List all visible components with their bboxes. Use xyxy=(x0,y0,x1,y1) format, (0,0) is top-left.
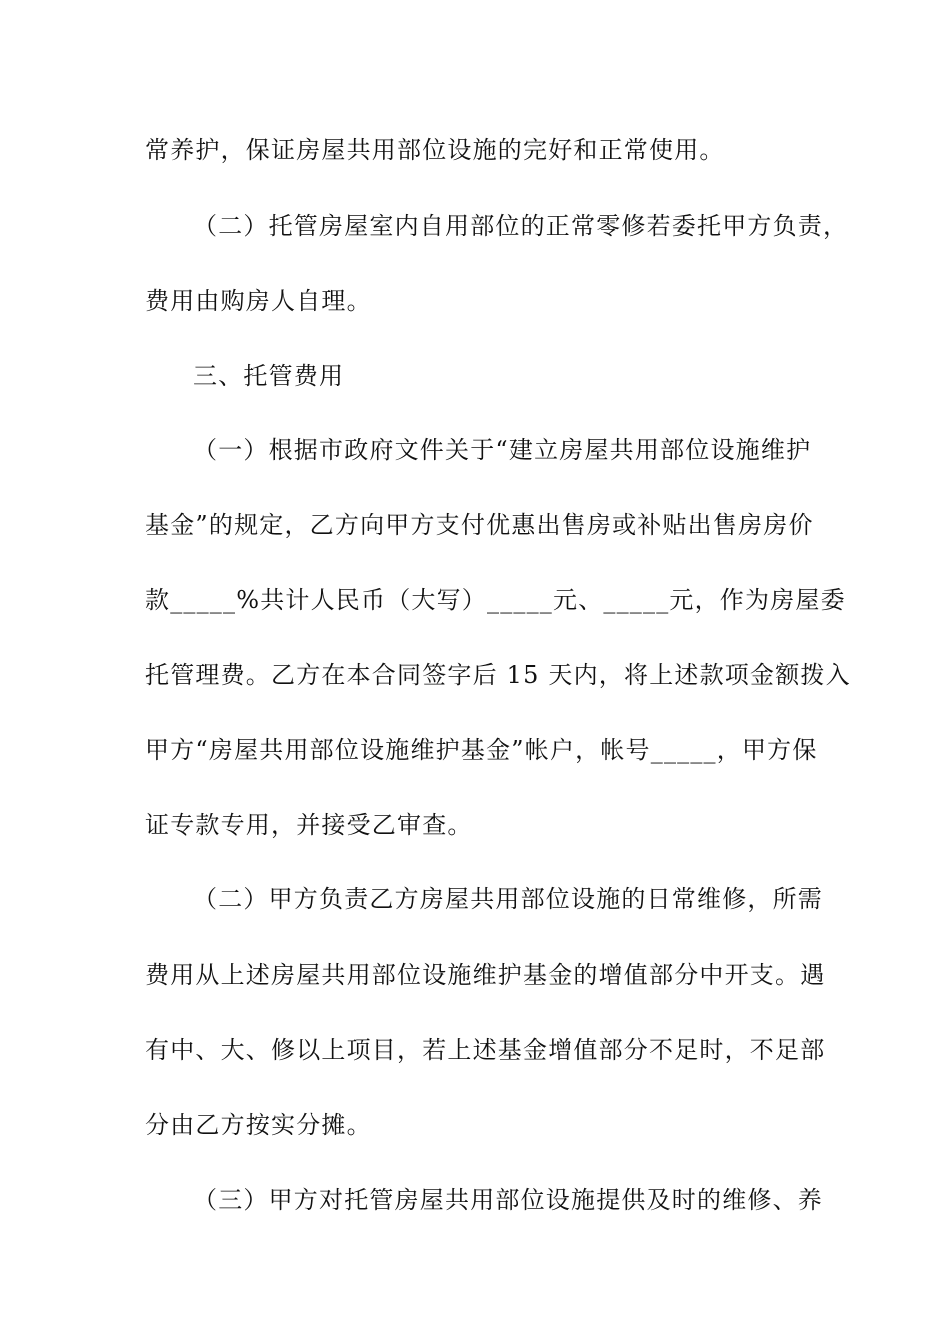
paragraph-line: 甲方“房屋共用部位设施维护基金”帐户，帐号_____，甲方保 xyxy=(145,736,818,764)
paragraph-line: 有中、大、修以上项目，若上述基金增值部分不足时，不足部 xyxy=(145,1036,826,1064)
paragraph-line: 托管理费。乙方在本合同签字后 15 天内，将上述款项金额拨入 xyxy=(145,661,851,689)
paragraph-line: 费用从上述房屋共用部位设施维护基金的增值部分中开支。遇 xyxy=(145,961,826,989)
section-heading: 三、托管费用 xyxy=(193,362,345,390)
paragraph-line: （二）甲方负责乙方房屋共用部位设施的日常维修，所需 xyxy=(193,885,823,913)
paragraph-line: 基金”的规定，乙方向甲方支付优惠出售房或补贴出售房房价 xyxy=(145,511,814,539)
paragraph-line: 费用由购房人自理。 xyxy=(145,287,372,315)
paragraph-line: （一）根据市政府文件关于“建立房屋共用部位设施维护 xyxy=(193,436,812,464)
paragraph-line: 分由乙方按实分摊。 xyxy=(145,1111,372,1139)
paragraph-line: 款_____%共计人民币（大写）_____元、_____元，作为房屋委 xyxy=(145,586,846,614)
paragraph-line: 常养护，保证房屋共用部位设施的完好和正常使用。 xyxy=(145,136,725,164)
paragraph-line: 证专款专用，并接受乙审查。 xyxy=(145,811,473,839)
paragraph-line: （三）甲方对托管房屋共用部位设施提供及时的维修、养 xyxy=(193,1186,823,1214)
paragraph-line: （二）托管房屋室内自用部位的正常零修若委托甲方负责， xyxy=(193,212,849,240)
